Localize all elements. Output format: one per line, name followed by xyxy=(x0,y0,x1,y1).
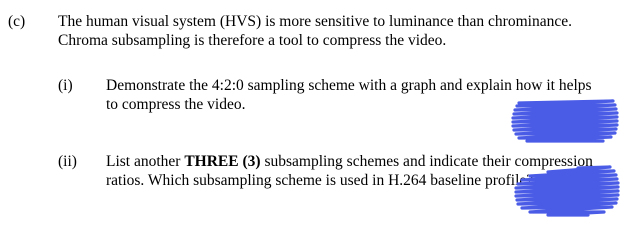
part-ii-text-bold: THREE (3) xyxy=(184,153,261,170)
redaction-scribble-bottom xyxy=(508,163,620,219)
part-ii-text-post: subsampling schemes and indicate their compression xyxy=(260,153,593,170)
part-ii-label: (ii) xyxy=(58,153,77,170)
part-ii-text-pre: List another xyxy=(106,153,185,170)
question-text-line-1: The human visual system (HVS) is more sensitive to luminance than chrominance. xyxy=(58,13,572,30)
part-i-label: (i) xyxy=(58,77,73,94)
part-i-text-line-2: to compress the video. xyxy=(106,96,246,113)
question-label: (c) xyxy=(8,13,26,30)
question-text-line-2: Chroma subsampling is therefore a tool to compress the video. xyxy=(58,32,447,49)
part-i-text-line-1: Demonstrate the 4:2:0 sampling scheme with a graph and explain how it helps xyxy=(106,77,592,94)
part-ii-text-line-2: ratios. Which subsampling scheme is used in H.264 baseline profile? xyxy=(106,172,534,189)
redaction-scribble-top xyxy=(505,97,620,145)
